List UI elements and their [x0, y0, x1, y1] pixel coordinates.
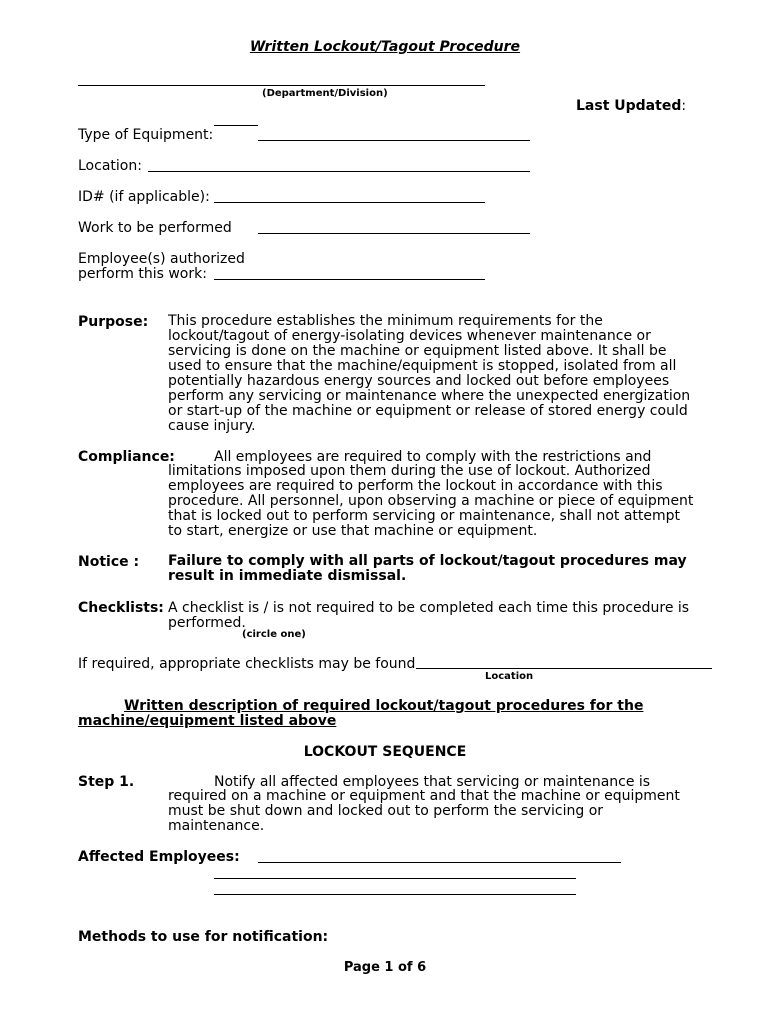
purpose-text: This procedure establishes the minimum requirements for the lockout/tagout of energy-isolating devices whenever maintenance or servicing is done on the machine or equipment listed above. It shall be used to ensure that the machine/equipment is stopped, isolated from all potentially hazardous energy sources and locked out before employees perform any servicing or maintenance where the unexpected energization or start-up of the machine or equipment or release of stored energy could cause injury. [168, 313, 691, 434]
compliance-first-line: All employees are required to comply with the restrictions and [214, 449, 652, 465]
employees-input-line[interactable] [214, 279, 485, 280]
affected-employees-input-line-3[interactable] [214, 894, 576, 895]
written-description-line1: Written description of required lockout/tagout procedures for the [124, 698, 644, 714]
checklists-first-line: A checklist is / is not required to be completed each time this procedure is [168, 600, 690, 616]
affected-employees-input-line-2[interactable] [214, 878, 576, 879]
purpose-label: Purpose: [78, 314, 149, 330]
id-input-line[interactable] [214, 202, 485, 203]
document-title: Written Lockout/Tagout Procedure [249, 39, 521, 55]
last-updated [576, 98, 686, 114]
employees-label-line2: perform this work: [78, 266, 207, 282]
if-required-text: If required, appropriate checklists may be found [78, 656, 416, 672]
location-input-line[interactable] [148, 171, 530, 172]
methods-label: Methods to use for notification: [78, 929, 329, 945]
short-input-line[interactable] [214, 125, 258, 126]
id-label: ID# (if applicable): [78, 189, 210, 205]
checklists-second-line: performed. [168, 615, 246, 631]
employees-label-line1: Employee(s) authorized [78, 251, 245, 267]
location-sublabel: Location [485, 671, 534, 682]
department-input-line[interactable] [78, 85, 485, 86]
written-description-line2: machine/equipment listed above [78, 713, 337, 729]
step1-label: Step 1. [78, 774, 135, 790]
work-label: Work to be performed [78, 220, 232, 236]
step1-first-line: Notify all affected employees that servicing or maintenance is [214, 774, 651, 790]
last-updated-label: Last Updated [576, 98, 682, 114]
last-updated-colon: : [681, 98, 687, 114]
checklist-location-input-line[interactable] [416, 668, 712, 669]
compliance-text: limitations imposed upon them during the use of lockout. Authorized employees are required to perform the lockout in accordance with this procedure. All personnel, upon observing a machine or piece of equipment that is locked out to perform servicing or maintenance, shall not attempt to start, energize or use that machine or equipment. [168, 463, 694, 539]
compliance-label: Compliance: [78, 449, 175, 465]
notice-text: Failure to comply with all parts of lockout/tagout procedures may result in immediate dismissal. [168, 553, 687, 584]
type-of-equipment-input-line[interactable] [258, 140, 530, 141]
step1-text: required on a machine or equipment and that the machine or equipment must be shut down and locked out to perform the servicing or maintenance. [168, 788, 680, 834]
notice-label: Notice : [78, 554, 140, 570]
checklists-label: Checklists: [78, 600, 164, 616]
department-label: (Department/Division) [262, 88, 388, 99]
affected-employees-input-line-1[interactable] [258, 862, 621, 863]
page-number: Page 1 of 6 [343, 960, 427, 975]
location-label: Location: [78, 158, 142, 174]
type-of-equipment-label: Type of Equipment: [78, 127, 214, 143]
work-input-line[interactable] [258, 233, 530, 234]
lockout-sequence-heading: LOCKOUT SEQUENCE [303, 744, 467, 760]
affected-employees-label: Affected Employees: [78, 849, 240, 865]
circle-one-note: (circle one) [242, 629, 306, 640]
